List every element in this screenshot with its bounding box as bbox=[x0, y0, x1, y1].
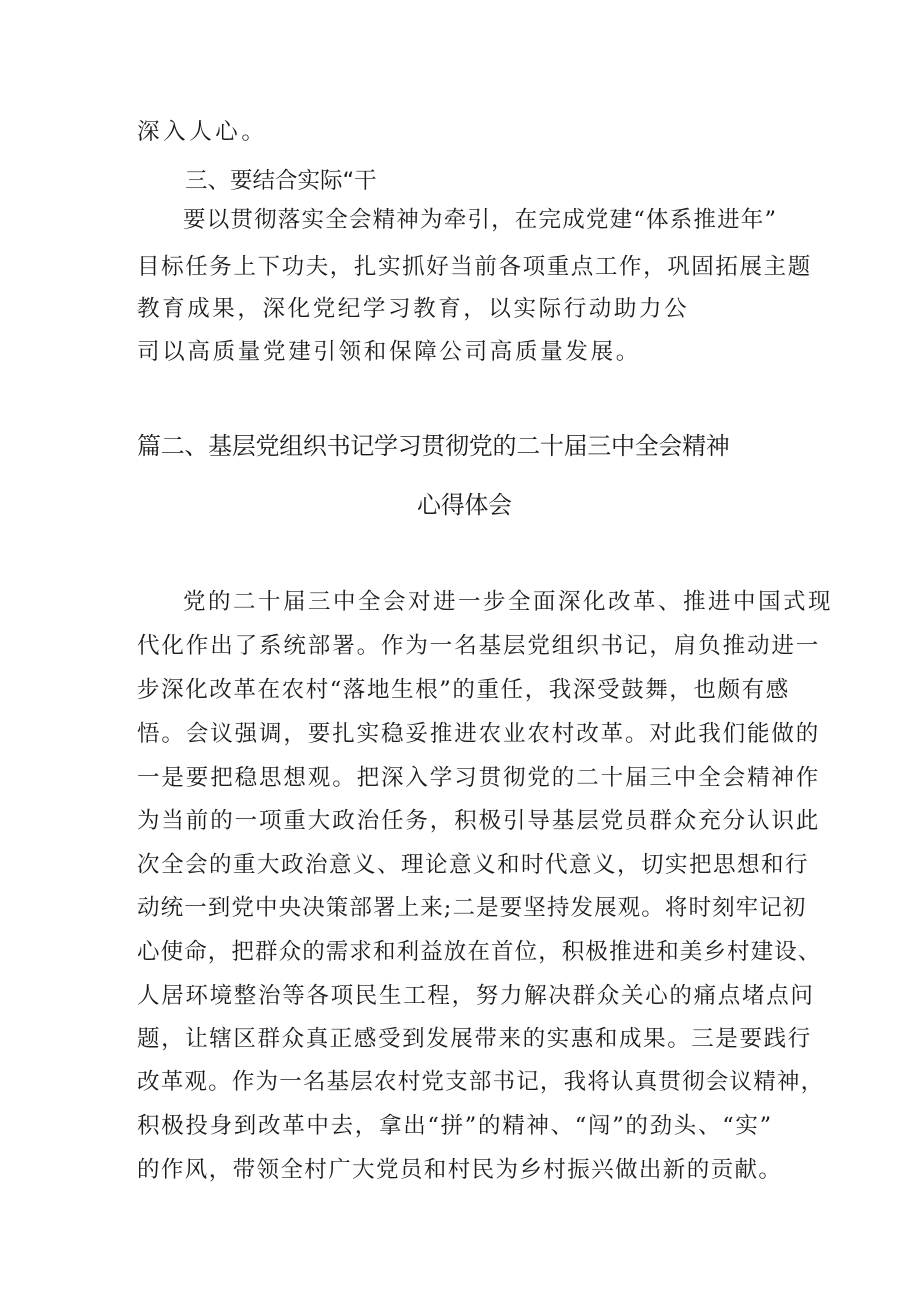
paragraph-line: 心使命，把群众的需求和利益放在首位，积极推进和美乡村建设、 bbox=[137, 939, 822, 965]
paragraph-line: 次全会的重大政治意义、理论意义和时代意义，切实把思想和行 bbox=[137, 852, 810, 878]
paragraph-line: 司以高质量党建引领和保障公司高质量发展。 bbox=[137, 339, 642, 365]
article-title-line-1: 篇二、基层党组织书记学习贯彻党的二十届三中全会精神 bbox=[137, 432, 730, 460]
section-three-tail-line: 深入人心。 bbox=[137, 119, 268, 145]
paragraph-line: 要以贯彻落实全会精神为牵引，在完成党建“体系推进年” bbox=[183, 207, 778, 233]
paragraph-line: 人居环境整治等各项民生工程，努力解决群众关心的痛点堵点问 bbox=[137, 983, 815, 1009]
paragraph-line: 改革观。作为一名基层农村党支部书记，我将认真贯彻会议精神， bbox=[137, 1069, 825, 1095]
paragraph-line: 党的二十届三中全会对进一步全面深化改革、推进中国式现 bbox=[183, 589, 834, 615]
paragraph-line: 题，让辖区群众真正感受到发展带来的实惠和成果。三是要践行 bbox=[137, 1026, 812, 1052]
article-title-line-2: 心得体会 bbox=[417, 491, 512, 519]
paragraph-line: 一是要把稳思想观。把深入学习贯彻党的二十届三中全会精神作 bbox=[137, 765, 821, 791]
paragraph-line: 教育成果，深化党纪学习教育，以实际行动助力公 bbox=[137, 296, 690, 322]
paragraph-line: 为当前的一项重大政治任务，积极引导基层党员群众充分认识此 bbox=[137, 808, 821, 834]
paragraph-line: 积极投身到改革中去，拿出“拼”的精神、“闯”的劲头、“实” bbox=[137, 1113, 773, 1139]
paragraph-line: 目标任务上下功夫，扎实抓好当前各项重点工作，巩固拓展主题 bbox=[137, 254, 812, 280]
paragraph-line: 动统一到党中央决策部署上来;二是要坚持发展观。将时刻牢记初 bbox=[137, 895, 807, 921]
paragraph-line: 悟。会议强调，要扎实稳妥推进农业农村改革。对此我们能做的 bbox=[137, 721, 821, 747]
section-three-heading: 三、要结合实际“干 bbox=[185, 168, 377, 194]
paragraph-line: 的作风，带领全村广大党员和村民为乡村振兴做出新的贡献。 bbox=[137, 1157, 783, 1183]
paragraph-line: 步深化改革在农村“落地生根”的重任，我深受鼓舞，也颇有感 bbox=[137, 677, 790, 703]
paragraph-line: 代化作出了系统部署。作为一名基层党组织书记，肩负推动进一 bbox=[137, 633, 821, 659]
